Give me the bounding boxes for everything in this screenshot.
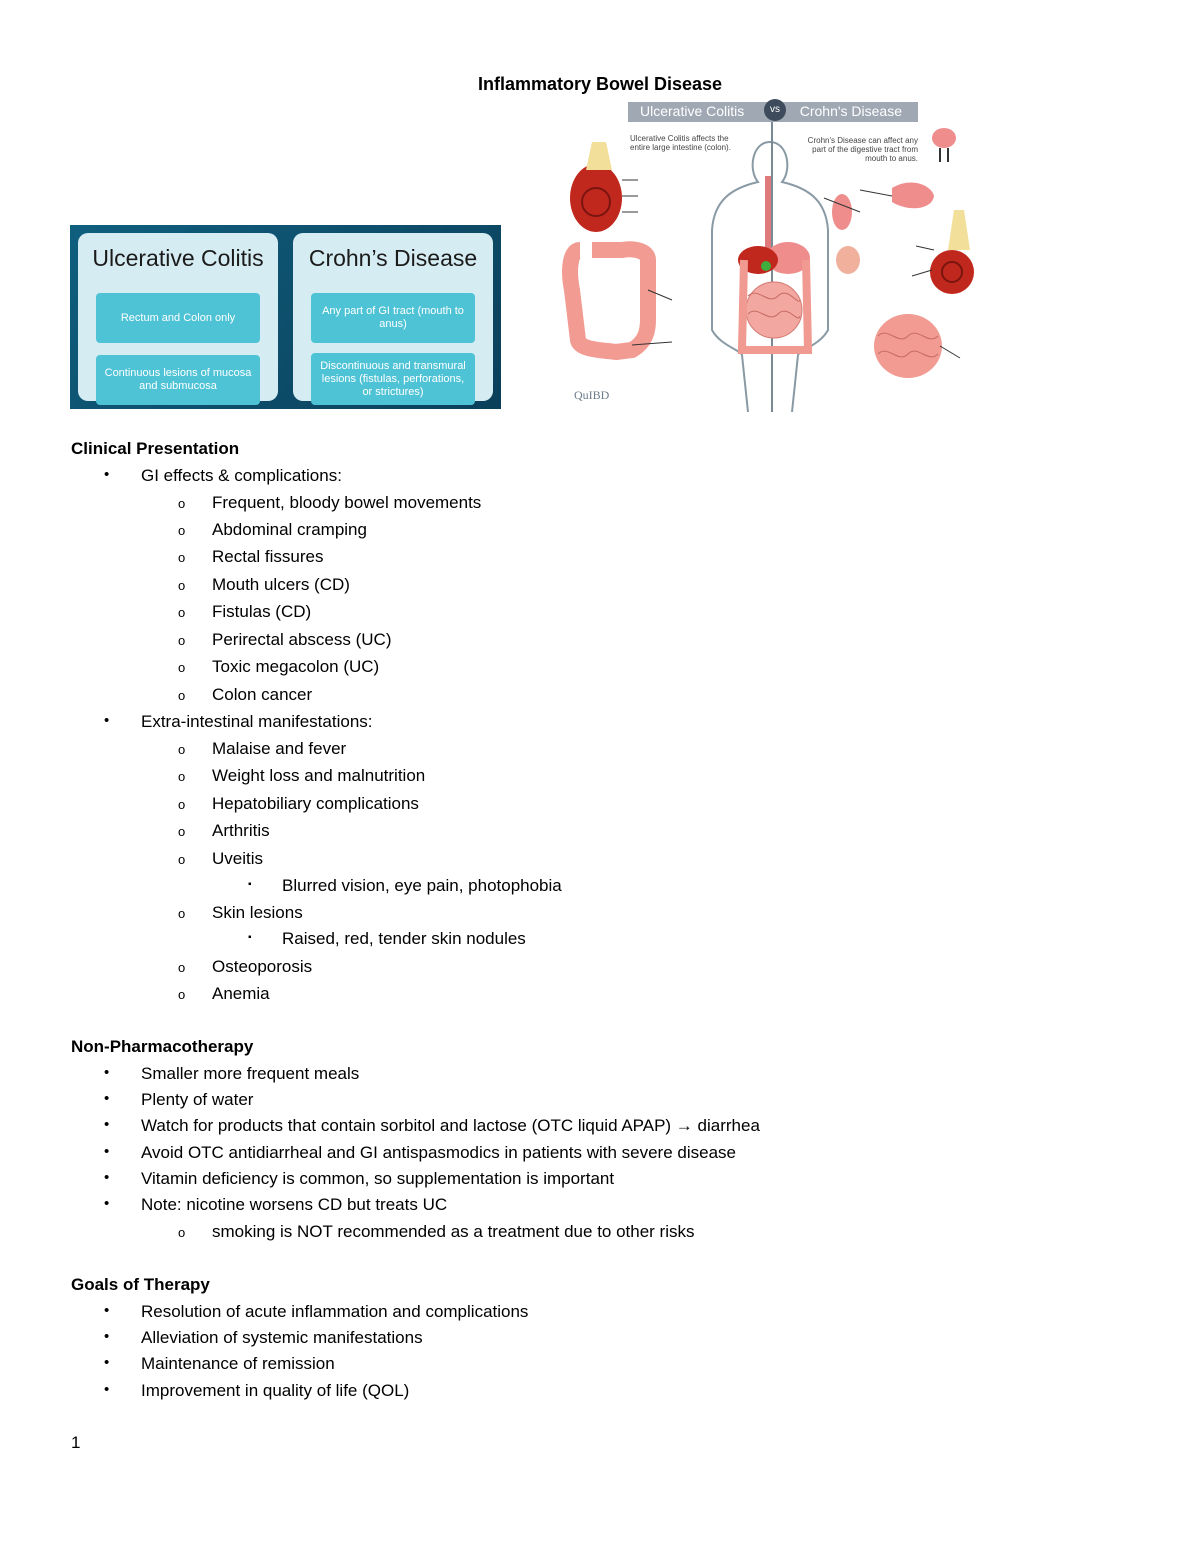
qu-logo: QuIBD <box>574 388 610 402</box>
sub-bullet-marker: o <box>178 960 186 975</box>
extra-intestinal-heading: Extra-intestinal manifestations: <box>141 712 373 731</box>
sub-bullet-marker: o <box>178 578 186 593</box>
sub-bullet-marker: o <box>178 797 186 812</box>
clinical-presentation-heading: Clinical Presentation <box>71 439 240 458</box>
list-item: Blurred vision, eye pain, photophobia <box>282 876 562 895</box>
list-item: Note: nicotine worsens CD but treats UC <box>141 1195 448 1214</box>
bullet-marker: • <box>104 1195 110 1212</box>
cd-heading: Crohn’s Disease <box>308 245 478 271</box>
list-item: Perirectal abscess (UC) <box>212 630 392 649</box>
list-item: smoking is NOT recommended as a treatment due to other risks <box>212 1222 695 1241</box>
sub-bullet-marker: o <box>178 660 186 675</box>
sub-bullet-marker: o <box>178 523 186 538</box>
list-item: Plenty of water <box>141 1090 254 1109</box>
anatomy-illustration <box>562 100 982 412</box>
page-number: 1 <box>71 1433 81 1452</box>
list-item: Weight loss and malnutrition <box>212 766 426 785</box>
gi-effects-heading: GI effects & complications: <box>141 466 342 485</box>
non-pharmacotherapy-heading: Non-Pharmacotherapy <box>71 1037 254 1056</box>
list-item: Maintenance of remission <box>141 1354 335 1373</box>
list-item: Hepatobiliary complications <box>212 794 419 813</box>
bullet-marker: • <box>104 1381 110 1398</box>
list-item: Abdominal cramping <box>212 520 367 539</box>
list-item: Arthritis <box>212 821 270 840</box>
list-item: Avoid OTC antidiarrheal and GI antispasmodics in patients with severe disease <box>141 1143 736 1162</box>
page-title: Inflammatory Bowel Disease <box>477 74 723 94</box>
list-item: Anemia <box>212 984 270 1003</box>
uc-heading: Ulcerative Colitis <box>92 245 264 271</box>
list-item: Improvement in quality of life (QOL) <box>141 1381 410 1400</box>
list-item: Resolution of acute inflammation and complications <box>141 1302 529 1321</box>
bullet-marker: • <box>104 466 110 483</box>
square-bullet-marker: ▪ <box>248 879 252 890</box>
sub-bullet-marker: o <box>178 824 186 839</box>
list-item: Vitamin deficiency is common, so supplementation is important <box>141 1169 615 1188</box>
sub-bullet-marker: o <box>178 742 186 757</box>
list-item: Uveitis <box>212 849 264 868</box>
list-item: Watch for products that contain sorbitol and lactose (OTC liquid APAP) → diarrhea <box>141 1116 760 1135</box>
square-bullet-marker: ▪ <box>248 932 252 943</box>
sub-bullet-marker: o <box>178 769 186 784</box>
sub-bullet-marker: o <box>178 852 186 867</box>
uc-panel <box>78 233 278 401</box>
list-item: Toxic megacolon (UC) <box>212 657 380 676</box>
banner-cd-label: Crohn's Disease <box>799 103 902 119</box>
banner-uc-label: Ulcerative Colitis <box>640 103 745 119</box>
uc-diagram-caption: Ulcerative Colitis affects the entire large intestine (colon). <box>630 134 731 152</box>
sub-bullet-marker: o <box>178 605 186 620</box>
cd-diagram-caption: Crohn's Disease can affect any part of the digestive tract from mouth to anus. <box>807 136 918 163</box>
cd-location-box: Any part of GI tract (mouth to anus) <box>311 293 475 343</box>
bullet-marker: • <box>104 1116 110 1133</box>
sub-bullet-marker: o <box>178 1225 186 1240</box>
uc-vs-cd-comparison-card <box>70 225 501 409</box>
list-item: Osteoporosis <box>212 957 313 976</box>
goals-of-therapy-heading: Goals of Therapy <box>71 1275 210 1294</box>
list-item: Frequent, bloody bowel movements <box>212 493 482 512</box>
bullet-marker: • <box>104 1328 110 1345</box>
list-item: Raised, red, tender skin nodules <box>282 929 526 948</box>
list-item: Smaller more frequent meals <box>141 1064 360 1083</box>
cd-lesions-box: Discontinuous and transmural lesions (fistulas, perforations, or strictures) <box>311 353 475 405</box>
bullet-marker: • <box>104 1354 110 1371</box>
list-item: Fistulas (CD) <box>212 602 312 621</box>
bullet-marker: • <box>104 1169 110 1186</box>
list-item: Colon cancer <box>212 685 313 704</box>
list-item: Alleviation of systemic manifestations <box>141 1328 423 1347</box>
list-item: Malaise and fever <box>212 739 347 758</box>
uc-location-box: Rectum and Colon only <box>96 293 260 343</box>
list-item: Skin lesions <box>212 903 303 922</box>
cd-panel <box>293 233 493 401</box>
diagram-banner <box>628 102 918 122</box>
sub-bullet-marker: o <box>178 688 186 703</box>
banner-vs-badge: vs <box>764 99 786 121</box>
sub-bullet-marker: o <box>178 496 186 511</box>
bullet-marker: • <box>104 1302 110 1319</box>
bullet-marker: • <box>104 1064 110 1081</box>
sub-bullet-marker: o <box>178 987 186 1002</box>
bullet-marker: • <box>104 1143 110 1160</box>
sub-bullet-marker: o <box>178 633 186 648</box>
list-item: Mouth ulcers (CD) <box>212 575 350 594</box>
bullet-marker: • <box>104 712 110 729</box>
anatomy-infographic <box>562 100 982 412</box>
list-item: Rectal fissures <box>212 547 324 566</box>
uc-lesions-box: Continuous lesions of mucosa and submucosa <box>96 355 260 405</box>
sub-bullet-marker: o <box>178 550 186 565</box>
bullet-marker: • <box>104 1090 110 1107</box>
sub-bullet-marker: o <box>178 906 186 921</box>
